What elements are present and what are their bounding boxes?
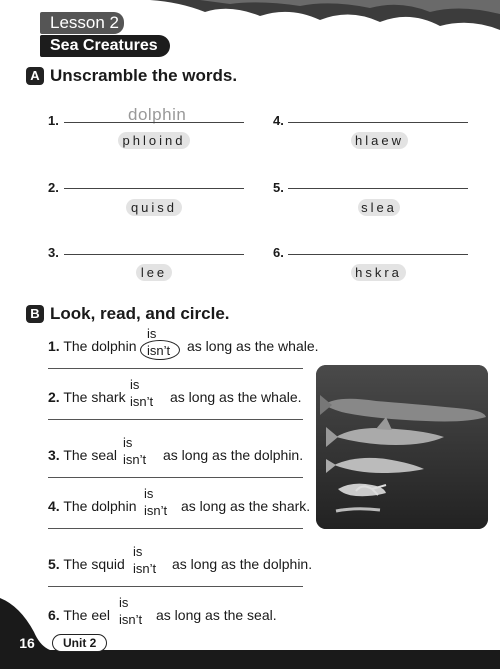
divider (48, 528, 303, 529)
a-item-number: 6. (273, 245, 284, 260)
a-item-number: 4. (273, 113, 284, 128)
b-item-prompt (48, 556, 125, 572)
b-item-prompt (48, 338, 137, 354)
a-item-answer: dolphin (128, 105, 187, 124)
option-is[interactable]: is (144, 486, 154, 501)
option-is[interactable]: is (123, 435, 133, 450)
b-item-subject: The dolphin (63, 338, 137, 354)
answer-line[interactable] (288, 254, 468, 255)
scrambled-word: hlaew (351, 132, 408, 149)
unit-label: Unit 2 (52, 634, 107, 652)
b-item (48, 377, 303, 417)
answer-line[interactable] (288, 122, 468, 123)
a-item-number: 3. (48, 245, 59, 260)
page-number: 16 (19, 635, 35, 651)
scrambled-word: hskra (351, 264, 406, 281)
lesson-label: Lesson 2 (40, 12, 124, 34)
b-item-number: 2. (48, 389, 60, 405)
b-item-prompt (48, 447, 117, 463)
b-item-subject: The eel (63, 607, 111, 623)
divider (48, 477, 303, 478)
answer-line[interactable] (64, 254, 244, 255)
lesson-title: Sea Creatures (40, 35, 170, 57)
b-item-rest: as long as the whale. (170, 389, 302, 405)
a-item-number: 1. (48, 113, 59, 128)
option-isnt[interactable]: isn’t (123, 452, 147, 467)
option-isnt[interactable]: isn’t (133, 561, 157, 576)
b-item-rest: as long as the whale. (187, 338, 319, 354)
section-a-title: Unscramble the words. (50, 66, 238, 85)
divider (48, 368, 303, 369)
b-item-number: 5. (48, 556, 60, 572)
answer-line[interactable] (288, 188, 468, 189)
option-is[interactable]: is (119, 595, 129, 610)
b-item-number: 1. (48, 338, 60, 354)
b-item (48, 544, 313, 584)
sea-creatures-photo (316, 365, 488, 529)
b-item-rest: as long as the seal. (156, 607, 277, 623)
scrambled-word: phloind (118, 132, 190, 149)
b-item-subject: The squid (63, 556, 125, 572)
b-item-prompt (48, 389, 126, 405)
b-item (48, 326, 319, 366)
b-item-subject: The seal (63, 447, 118, 463)
b-item-number: 6. (48, 607, 60, 623)
answer-line[interactable] (64, 188, 244, 189)
b-item (48, 486, 311, 526)
b-item-number: 3. (48, 447, 60, 463)
option-is[interactable]: is (130, 377, 140, 392)
option-isnt[interactable]: isn’t (147, 343, 171, 358)
scrambled-word: quisd (126, 199, 182, 216)
option-isnt[interactable]: isn’t (144, 503, 168, 518)
section-a-badge: A (26, 67, 44, 85)
b-item-subject: The shark (63, 389, 126, 405)
section-b-title: Look, read, and circle. (50, 304, 230, 323)
b-item-number: 4. (48, 498, 60, 514)
answer-line[interactable] (64, 122, 244, 123)
a-item-number: 2. (48, 180, 59, 195)
scrambled-word: lee (136, 264, 172, 281)
b-item-prompt (48, 498, 137, 514)
b-item-subject: The dolphin (63, 498, 137, 514)
divider (48, 586, 303, 587)
option-is[interactable]: is (147, 326, 157, 341)
b-item-rest: as long as the dolphin. (172, 556, 313, 572)
divider (48, 419, 303, 420)
a-item-number: 5. (273, 180, 284, 195)
section-b-badge: B (26, 305, 44, 323)
answer-circle (140, 340, 180, 360)
b-item-rest: as long as the shark. (181, 498, 311, 514)
option-is[interactable]: is (133, 544, 143, 559)
scrambled-word: slea (358, 199, 400, 216)
option-isnt[interactable]: isn’t (130, 394, 154, 409)
option-isnt[interactable]: isn’t (119, 612, 143, 627)
b-item (48, 435, 304, 475)
b-item-rest: as long as the dolphin. (163, 447, 304, 463)
